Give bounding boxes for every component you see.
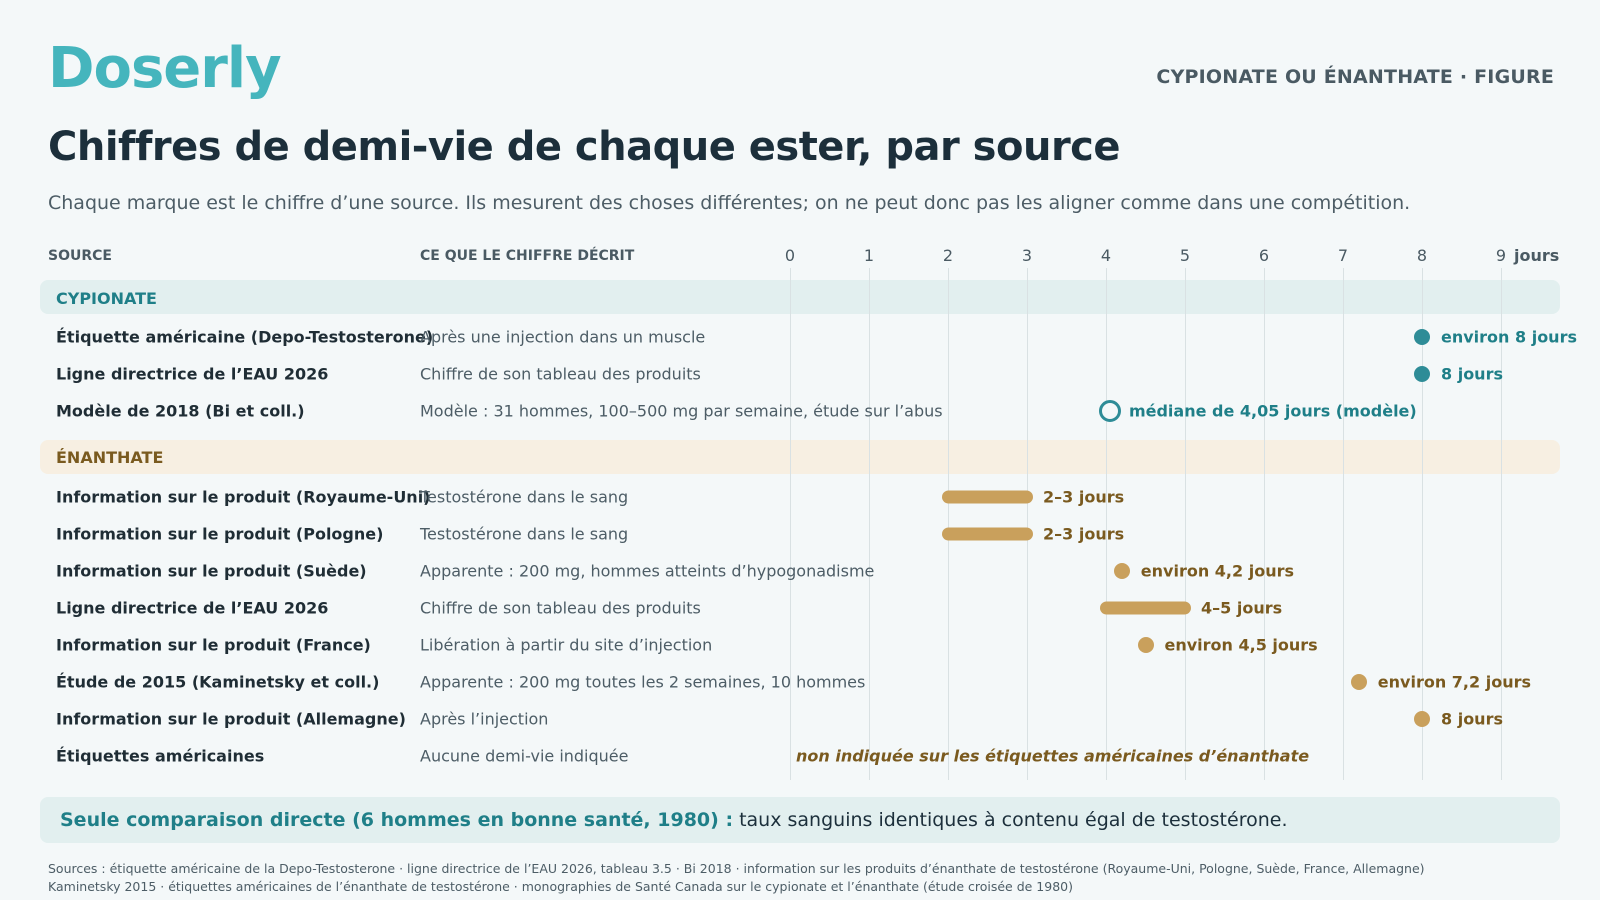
row-source-ena-7: Étiquettes américaines xyxy=(56,746,265,766)
not-reported-note-ena-7: non indiquée sur les étiquettes américaines d’énanthate xyxy=(796,746,1310,766)
data-label-cyp-0: environ 8 jours xyxy=(1441,327,1577,347)
x-tick-label-9: 9 xyxy=(1495,246,1507,265)
data-label-ena-2: environ 4,2 jours xyxy=(1140,561,1294,581)
callout-strong: Seule comparaison directe (6 hommes en bonne santé, 1980) : xyxy=(60,809,734,831)
row-description-ena-4: Libération à partir du site d’injection xyxy=(420,635,713,655)
axis-unit-label: jours xyxy=(1514,246,1560,265)
data-label-cyp-1: 8 jours xyxy=(1441,364,1503,384)
row-source-ena-6: Information sur le produit (Allemagne) xyxy=(56,709,406,729)
row-source-ena-2: Information sur le produit (Suède) xyxy=(56,561,367,581)
row-description-ena-6: Après l’injection xyxy=(420,709,549,729)
x-tick-label-2: 2 xyxy=(942,246,954,265)
column-header-description: CE QUE LE CHIFFRE DÉCRIT xyxy=(420,248,635,264)
brand-logo: Doserly xyxy=(48,36,281,101)
data-point-ena-5 xyxy=(1351,674,1367,690)
x-tick-label-1: 1 xyxy=(863,246,875,265)
data-point-ena-4 xyxy=(1138,637,1154,653)
x-tick-label-5: 5 xyxy=(1179,246,1191,265)
grid-line-6 xyxy=(1264,268,1265,780)
row-description-ena-1: Testostérone dans le sang xyxy=(420,524,629,544)
row-description-cyp-0: Après une injection dans un muscle xyxy=(420,327,706,347)
row-description-ena-0: Testostérone dans le sang xyxy=(420,487,629,507)
data-point-cyp-1 xyxy=(1414,366,1430,382)
sources-line-1: Sources : étiquette américaine de la Depo-Testosterone · ligne directrice de l’EAU 2026, tableau 3.5 · Bi 2018 · information sur les produits d’énanthate de testostérone (Royaume-Uni, Pologne, Suède, France, Allemagne) xyxy=(48,861,1425,876)
row-source-ena-1: Information sur le produit (Pologne) xyxy=(56,524,384,544)
row-description-ena-5: Apparente : 200 mg toutes les 2 semaines, 10 hommes xyxy=(420,672,866,692)
range-bar-ena-3 xyxy=(1100,602,1191,615)
row-description-ena-7: Aucune demi-vie indiquée xyxy=(420,746,629,766)
data-point-cyp-2 xyxy=(1099,400,1121,422)
x-tick-label-3: 3 xyxy=(1021,246,1033,265)
data-label-ena-3: 4–5 jours xyxy=(1201,598,1283,618)
row-description-cyp-2: Modèle : 31 hommes, 100–500 mg par semaine, étude sur l’abus xyxy=(420,401,943,421)
group-label-enanthate: ÉNANTHATE xyxy=(56,448,164,467)
page-title: Chiffres de demi-vie de chaque ester, par source xyxy=(48,124,1121,170)
data-label-ena-0: 2–3 jours xyxy=(1043,487,1125,507)
x-tick-label-6: 6 xyxy=(1258,246,1270,265)
data-label-ena-6: 8 jours xyxy=(1441,709,1503,729)
group-band-enanthate xyxy=(40,440,1560,474)
x-tick-label-0: 0 xyxy=(784,246,796,265)
range-bar-ena-0 xyxy=(942,491,1033,504)
group-label-cypionate: CYPIONATE xyxy=(56,289,157,308)
row-source-ena-0: Information sur le produit (Royaume-Uni) xyxy=(56,487,431,507)
row-source-ena-5: Étude de 2015 (Kaminetsky et coll.) xyxy=(56,672,380,692)
grid-line-3 xyxy=(1027,268,1028,780)
data-label-ena-5: environ 7,2 jours xyxy=(1377,672,1531,692)
row-description-ena-3: Chiffre de son tableau des produits xyxy=(420,598,701,618)
data-point-cyp-0 xyxy=(1414,329,1430,345)
grid-line-5 xyxy=(1185,268,1186,780)
figure-tag: CYPIONATE OU ÉNANTHATE · FIGURE xyxy=(1156,66,1554,88)
x-tick-label-7: 7 xyxy=(1337,246,1349,265)
row-source-cyp-0: Étiquette américaine (Depo-Testosterone) xyxy=(56,327,434,347)
data-label-ena-1: 2–3 jours xyxy=(1043,524,1125,544)
data-label-cyp-2: médiane de 4,05 jours (modèle) xyxy=(1128,401,1417,421)
row-source-ena-3: Ligne directrice de l’EAU 2026 xyxy=(56,598,329,618)
sources-line-2: Kaminetsky 2015 · étiquettes américaines de l’énanthate de testostérone · monographies de Santé Canada sur le cypionate et l’énanthate (étude croisée de 1980) xyxy=(48,879,1073,894)
callout-text xyxy=(60,809,1287,831)
row-description-ena-2: Apparente : 200 mg, hommes atteints d’hypogonadisme xyxy=(420,561,875,581)
column-header-source: SOURCE xyxy=(48,248,112,264)
grid-line-2 xyxy=(948,268,949,780)
grid-line-7 xyxy=(1343,268,1344,780)
data-label-ena-4: environ 4,5 jours xyxy=(1164,635,1318,655)
group-band-cypionate xyxy=(40,280,1560,314)
row-source-ena-4: Information sur le produit (France) xyxy=(56,635,371,655)
grid-line-0 xyxy=(790,268,791,780)
page-subtitle: Chaque marque est le chiffre d’une source. Ils mesurent des choses différentes; on ne peut donc pas les aligner comme dans une compétition. xyxy=(48,192,1411,214)
range-bar-ena-1 xyxy=(942,528,1033,541)
row-source-cyp-1: Ligne directrice de l’EAU 2026 xyxy=(56,364,329,384)
grid-line-1 xyxy=(869,268,870,780)
callout-body: taux sanguins identiques à contenu égal de testostérone. xyxy=(733,809,1288,831)
data-point-ena-2 xyxy=(1114,563,1130,579)
x-tick-label-8: 8 xyxy=(1416,246,1428,265)
row-description-cyp-1: Chiffre de son tableau des produits xyxy=(420,364,701,384)
x-tick-label-4: 4 xyxy=(1100,246,1112,265)
row-source-cyp-2: Modèle de 2018 (Bi et coll.) xyxy=(56,401,305,421)
data-point-ena-6 xyxy=(1414,711,1430,727)
